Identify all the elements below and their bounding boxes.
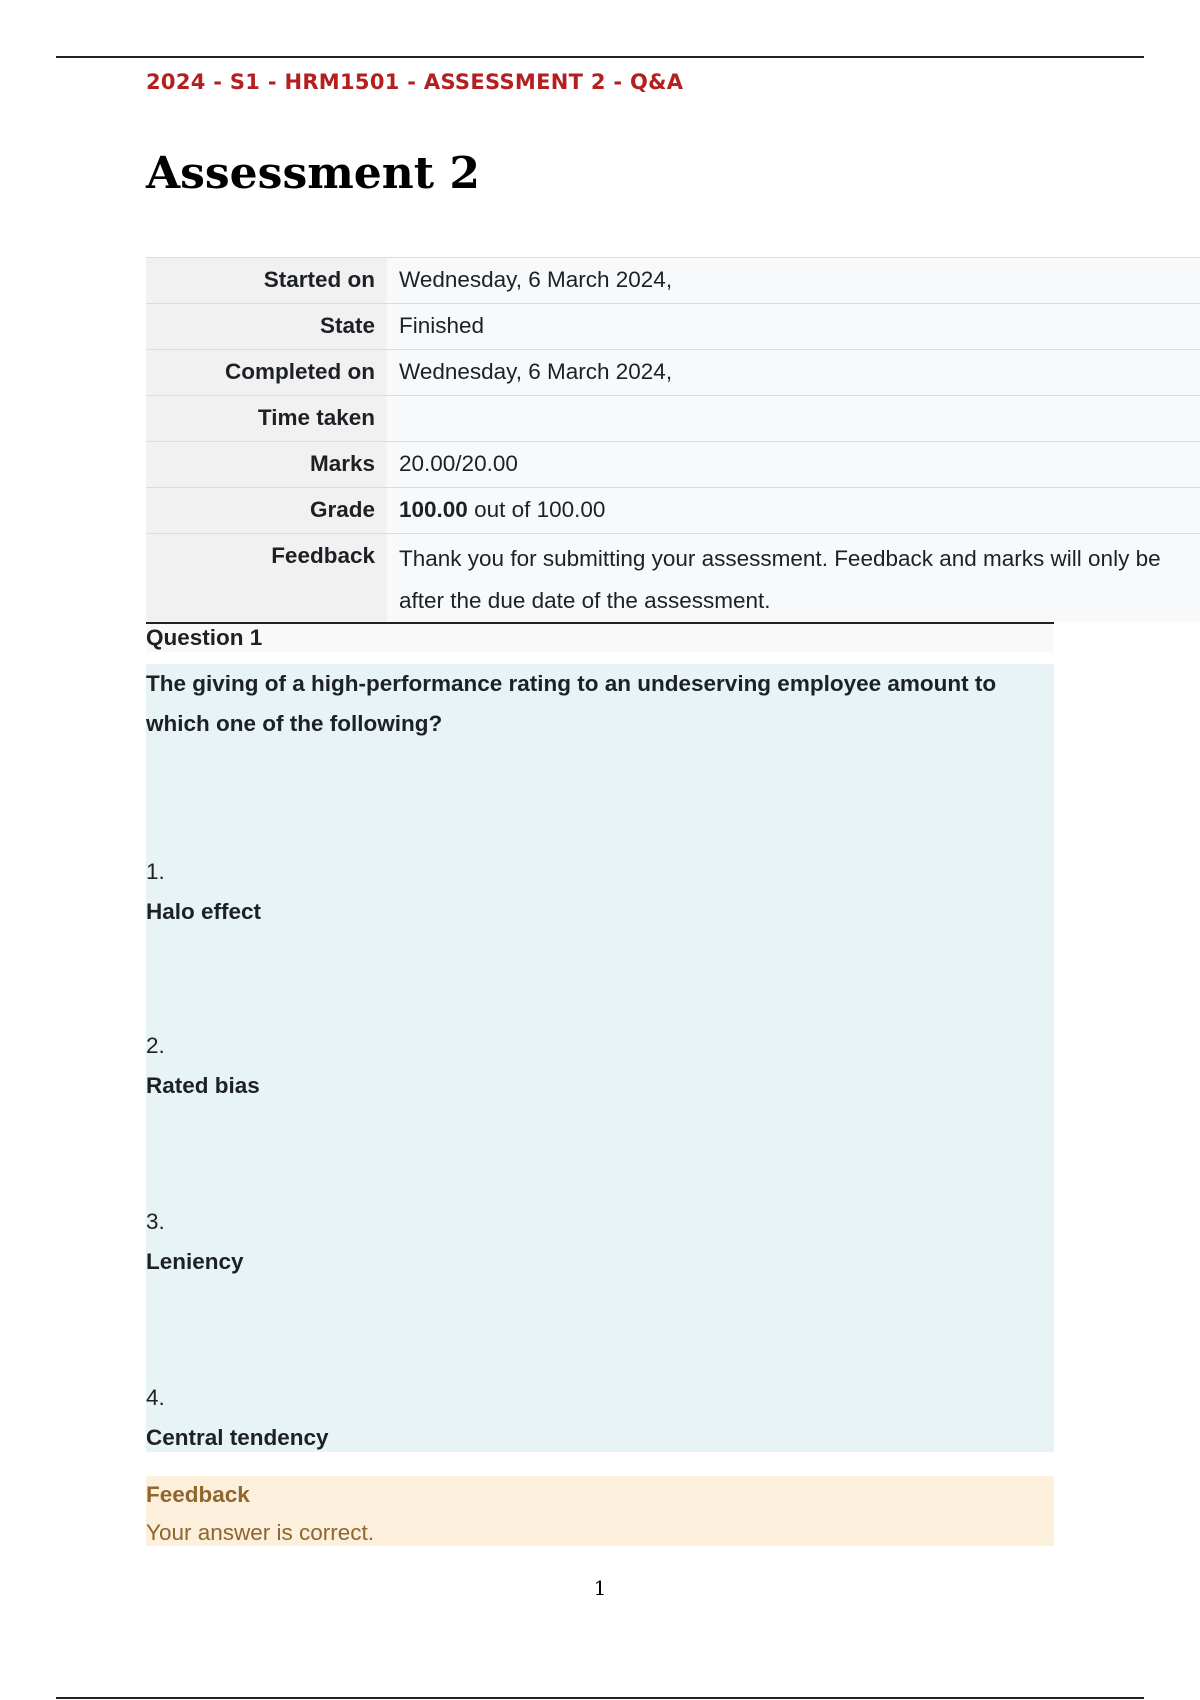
summary-row-time-taken xyxy=(146,396,1200,442)
option-label: Halo effect xyxy=(146,899,262,924)
question-text: The giving of a high-performance rating to an undeserving employee amount to which one of the following? xyxy=(146,671,997,736)
question-header: Question 1 xyxy=(146,622,1054,652)
attempt-summary-table xyxy=(146,257,1200,622)
feedback-title: Feedback xyxy=(146,1482,250,1507)
summary-row-started xyxy=(146,258,1200,304)
option-label: Rated bias xyxy=(146,1073,260,1098)
answer-option[interactable] xyxy=(146,1378,946,1458)
answer-option[interactable] xyxy=(146,1026,946,1106)
bottom-rule xyxy=(56,1697,1144,1699)
option-number: 1. xyxy=(146,859,165,884)
summary-value xyxy=(387,488,1200,534)
grade-out-of: out of 100.00 xyxy=(467,497,606,522)
option-number: 4. xyxy=(146,1385,165,1410)
summary-label: Feedback xyxy=(146,534,387,623)
summary-value: Finished xyxy=(387,304,1200,350)
option-label: Central tendency xyxy=(146,1425,329,1450)
summary-value: 20.00/20.00 xyxy=(387,442,1200,488)
option-label: Leniency xyxy=(146,1249,244,1274)
summary-label: Started on xyxy=(146,258,387,304)
document-header: 2024 - S1 - HRM1501 - ASSESSMENT 2 - Q&A xyxy=(146,70,684,94)
summary-value xyxy=(387,396,1200,442)
summary-value: Wednesday, 6 March 2024, xyxy=(387,258,1200,304)
summary-row-marks xyxy=(146,442,1200,488)
answer-option[interactable] xyxy=(146,1202,946,1282)
grade-score: 100.00 xyxy=(399,497,468,522)
page-title: Assessment 2 xyxy=(146,148,481,199)
summary-label: State xyxy=(146,304,387,350)
summary-row-feedback xyxy=(146,534,1200,623)
answer-feedback xyxy=(146,1476,1054,1546)
summary-label: Grade xyxy=(146,488,387,534)
summary-value: Wednesday, 6 March 2024, xyxy=(387,350,1200,396)
summary-row-completed xyxy=(146,350,1200,396)
summary-row-grade xyxy=(146,488,1200,534)
summary-row-state xyxy=(146,304,1200,350)
feedback-line-2: after the due date of the assessment. xyxy=(399,588,771,613)
question-content xyxy=(146,664,1054,1452)
answer-option[interactable] xyxy=(146,852,946,932)
option-number: 2. xyxy=(146,1033,165,1058)
summary-label: Marks xyxy=(146,442,387,488)
summary-label: Time taken xyxy=(146,396,387,442)
summary-label: Completed on xyxy=(146,350,387,396)
page-number: 1 xyxy=(593,1576,607,1600)
option-number: 3. xyxy=(146,1209,165,1234)
feedback-text: Your answer is correct. xyxy=(146,1520,375,1545)
feedback-line-1: Thank you for submitting your assessment. Feedback and marks will only be xyxy=(399,546,1161,571)
summary-value xyxy=(387,534,1200,623)
top-rule xyxy=(56,56,1144,58)
